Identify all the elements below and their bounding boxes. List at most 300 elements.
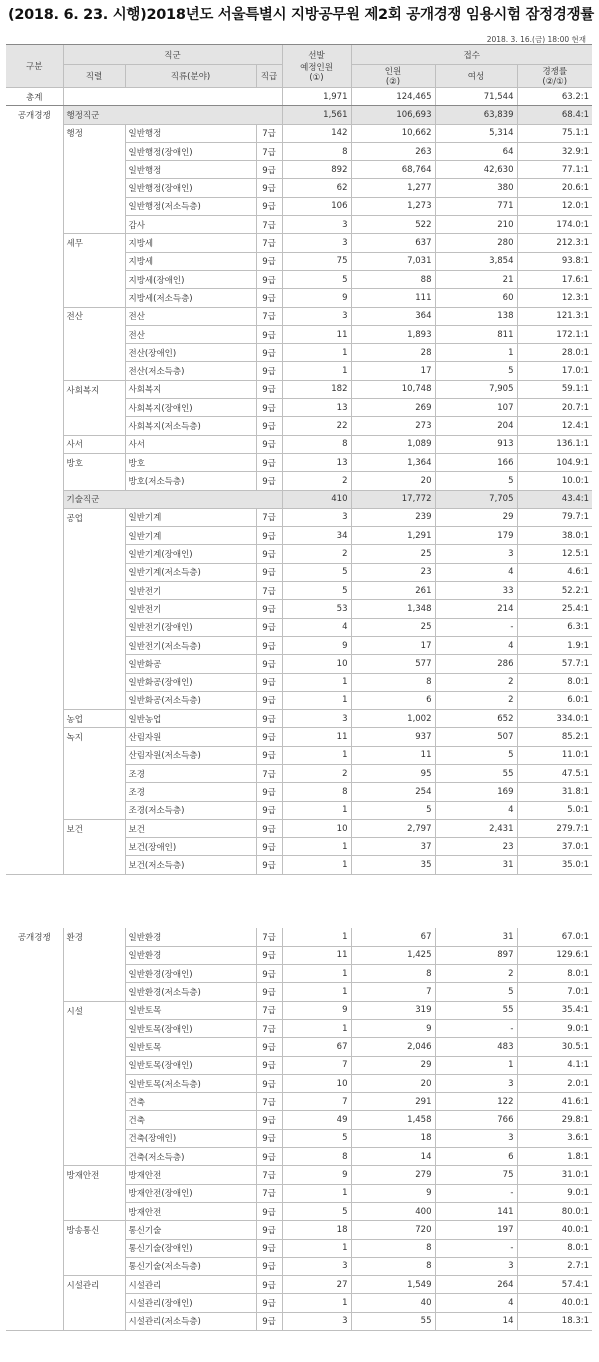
cell-grade: 9급 (256, 983, 282, 1001)
table-row (6, 928, 592, 946)
cell-female: 23 (435, 838, 517, 856)
cell-jikryeol (63, 691, 125, 709)
cell-planned: 2 (282, 545, 351, 563)
cell-planned: 1,561 (282, 106, 351, 124)
cell-applicants: 279 (351, 1166, 435, 1184)
cell-grade: 9급 (256, 472, 282, 490)
cell-applicants: 400 (351, 1202, 435, 1220)
table-row (6, 435, 592, 453)
cell-planned: 3 (282, 307, 351, 325)
cell-gubun (6, 179, 63, 197)
cell-female: 63,839 (435, 106, 517, 124)
cell-applicants: 14 (351, 1148, 435, 1166)
table-row (6, 1148, 592, 1166)
cell-jikryu: 방호(저소득층) (125, 472, 256, 490)
cell-gubun (6, 325, 63, 343)
cell-jikryu: 방재안전 (125, 1202, 256, 1220)
cell-grade: 9급 (256, 783, 282, 801)
cell-jikryu: 방재안전(장애인) (125, 1184, 256, 1202)
cell-ratio: 129.6:1 (517, 946, 592, 964)
cell-gubun (6, 600, 63, 618)
cell-grade: 9급 (256, 289, 282, 307)
cell-ratio: 2.7:1 (517, 1257, 592, 1275)
cell-jikryu: 일반화공(장애인) (125, 673, 256, 691)
cell-planned: 1 (282, 1239, 351, 1257)
cell-grade: 9급 (256, 1294, 282, 1312)
cell-applicants: 7,031 (351, 252, 435, 270)
table-row (6, 1111, 592, 1129)
cell-applicants: 67 (351, 928, 435, 946)
cell-gubun (6, 655, 63, 673)
cell-grade: 7급 (256, 928, 282, 946)
cell-applicants: 9 (351, 1184, 435, 1202)
cell-grade: 9급 (256, 252, 282, 270)
header-planned-line1: 선발 (308, 51, 325, 61)
table-row (6, 1019, 592, 1037)
cell-jikryu: 일반환경 (125, 946, 256, 964)
cell-jikryu: 보건 (125, 819, 256, 837)
cell-grade: 7급 (256, 216, 282, 234)
table-row (6, 1221, 592, 1239)
cell-ratio: 1.9:1 (517, 636, 592, 654)
cell-ratio: 121.3:1 (517, 307, 592, 325)
cell-planned: 5 (282, 1202, 351, 1220)
cell-gubun (6, 1001, 63, 1019)
cell-ratio: 8.0:1 (517, 673, 592, 691)
cell-applicants: 261 (351, 582, 435, 600)
cell-applicants: 1,893 (351, 325, 435, 343)
cell-female: 210 (435, 216, 517, 234)
competition-rate-table (6, 44, 592, 875)
cell-jikryeol (63, 746, 125, 764)
table-row (6, 453, 592, 471)
cell-gubun (6, 1166, 63, 1184)
cell-female: - (435, 618, 517, 636)
cell-ratio: 11.0:1 (517, 746, 592, 764)
cell-planned: 9 (282, 636, 351, 654)
cell-female: 2,431 (435, 819, 517, 837)
cell-ratio: 40.0:1 (517, 1221, 592, 1239)
cell-ratio: 174.0:1 (517, 216, 592, 234)
cell-jikryeol (63, 764, 125, 782)
table-row (6, 1056, 592, 1074)
cell-female: 166 (435, 453, 517, 471)
cell-ratio: 31.0:1 (517, 1166, 592, 1184)
cell-jikryeol (63, 1019, 125, 1037)
cell-planned: 1,971 (282, 88, 351, 106)
cell-applicants: 1,277 (351, 179, 435, 197)
cell-female: 1 (435, 344, 517, 362)
cell-planned: 5 (282, 582, 351, 600)
cell-gubun (6, 1276, 63, 1294)
cell-ratio: 172.1:1 (517, 325, 592, 343)
cell-jikryeol: 시설 (63, 1001, 125, 1019)
cell-gubun: 총계 (6, 88, 63, 106)
cell-gubun (6, 289, 63, 307)
cell-applicants: 720 (351, 1221, 435, 1239)
cell-applicants: 23 (351, 563, 435, 581)
cell-applicants: 319 (351, 1001, 435, 1019)
cell-jikryu: 전산 (125, 307, 256, 325)
cell-gubun (6, 746, 63, 764)
cell-jikryu: 건축(저소득층) (125, 1148, 256, 1166)
cell-gubun (6, 161, 63, 179)
cell-jikryeol (63, 1257, 125, 1275)
cell-jikryu: 일반행정 (125, 161, 256, 179)
table-row (6, 252, 592, 270)
cell-ratio: 80.0:1 (517, 1202, 592, 1220)
cell-jikryu: 산림자원(저소득층) (125, 746, 256, 764)
cell-gubun (6, 1221, 63, 1239)
cell-jikryeol (63, 965, 125, 983)
cell-applicants: 1,348 (351, 600, 435, 618)
cell-grade: 9급 (256, 746, 282, 764)
cell-planned: 3 (282, 508, 351, 526)
cell-ratio: 17.0:1 (517, 362, 592, 380)
cell-jikryeol: 방송통신 (63, 1221, 125, 1239)
cell-female: 4 (435, 801, 517, 819)
cell-planned: 11 (282, 728, 351, 746)
cell-female: 33 (435, 582, 517, 600)
cell-female: 811 (435, 325, 517, 343)
cell-planned: 5 (282, 1129, 351, 1147)
header-applicants-line1: 인원 (384, 67, 402, 77)
cell-jikryu: 일반전기(장애인) (125, 618, 256, 636)
cell-female: 29 (435, 508, 517, 526)
cell-jikryeol (63, 1202, 125, 1220)
cell-planned: 10 (282, 655, 351, 673)
cell-gubun (6, 1093, 63, 1111)
cell-female: 2 (435, 965, 517, 983)
cell-gubun (6, 216, 63, 234)
cell-jikryu: 사회복지(장애인) (125, 399, 256, 417)
cell-gubun (6, 1129, 63, 1147)
cell-gubun (6, 618, 63, 636)
cell-ratio: 9.0:1 (517, 1184, 592, 1202)
table-row (6, 746, 592, 764)
table-row (6, 1038, 592, 1056)
cell-jikryeol (63, 417, 125, 435)
cell-grade: 9급 (256, 1221, 282, 1239)
cell-jikryu: 일반토목 (125, 1038, 256, 1056)
cell-gubun (6, 1019, 63, 1037)
cell-grade: 7급 (256, 307, 282, 325)
cell-applicants: 269 (351, 399, 435, 417)
cell-planned: 1 (282, 1294, 351, 1312)
cell-grade: 9급 (256, 838, 282, 856)
cell-planned: 2 (282, 764, 351, 782)
cell-planned: 75 (282, 252, 351, 270)
cell-grade: 9급 (256, 1111, 282, 1129)
cell-jikryu: 일반농업 (125, 710, 256, 728)
cell-jikryeol: 시설관리 (63, 1276, 125, 1294)
cell-jikryu: 일반기계 (125, 527, 256, 545)
cell-ratio: 41.6:1 (517, 1093, 592, 1111)
cell-jikryeol (63, 838, 125, 856)
cell-ratio: 30.5:1 (517, 1038, 592, 1056)
cell-grade: 9급 (256, 344, 282, 362)
cell-planned: 1 (282, 928, 351, 946)
cell-grade: 9급 (256, 618, 282, 636)
cell-female: 6 (435, 1148, 517, 1166)
cell-grade: 9급 (256, 636, 282, 654)
cell-applicants: 8 (351, 673, 435, 691)
table-row (6, 600, 592, 618)
cell-jikryeol: 농업 (63, 710, 125, 728)
cell-planned: 1 (282, 691, 351, 709)
table-row (6, 1001, 592, 1019)
table-row (6, 399, 592, 417)
cell-grade: 9급 (256, 1129, 282, 1147)
cell-jikryu: 시설관리 (125, 1276, 256, 1294)
cell-jikryu: 일반토목(장애인) (125, 1019, 256, 1037)
cell-jikryeol (63, 801, 125, 819)
table-row (6, 764, 592, 782)
cell-gubun (6, 856, 63, 874)
cell-gubun (6, 582, 63, 600)
cell-applicants: 88 (351, 270, 435, 288)
cell-jikryu: 일반기계(저소득층) (125, 563, 256, 581)
cell-grade: 7급 (256, 1019, 282, 1037)
table-row (6, 1166, 592, 1184)
table-row (6, 508, 592, 526)
cell-jikryeol (63, 856, 125, 874)
cell-female: 7,905 (435, 380, 517, 398)
cell-gubun (6, 819, 63, 837)
cell-jikryeol (63, 1111, 125, 1129)
table-row (6, 142, 592, 160)
table-row (6, 965, 592, 983)
cell-jikryu: 방재안전 (125, 1166, 256, 1184)
header-jikgeup: 직급 (256, 65, 282, 88)
cell-female: 214 (435, 600, 517, 618)
cell-gubun (6, 435, 63, 453)
cell-female: 179 (435, 527, 517, 545)
cell-ratio: 4.6:1 (517, 563, 592, 581)
cell-gubun (6, 508, 63, 526)
cell-planned: 1 (282, 1184, 351, 1202)
cell-jikryu: 사회복지 (125, 380, 256, 398)
cell-jikryu: 전산 (125, 325, 256, 343)
cell-grade: 7급 (256, 508, 282, 526)
cell-jikryeol (63, 344, 125, 362)
cell-ratio: 20.6:1 (517, 179, 592, 197)
cell-jikryu: 건축 (125, 1093, 256, 1111)
cell-female: 5 (435, 472, 517, 490)
cell-ratio: 104.9:1 (517, 453, 592, 471)
cell-female: 14 (435, 1312, 517, 1330)
cell-ratio: 136.1:1 (517, 435, 592, 453)
cell-jikryeol (63, 142, 125, 160)
table-row (6, 618, 592, 636)
cell-ratio: 2.0:1 (517, 1074, 592, 1092)
cell-jikryu: 일반환경 (125, 928, 256, 946)
cell-jikryu: 일반전기 (125, 600, 256, 618)
cell-ratio: 25.4:1 (517, 600, 592, 618)
cell-planned: 9 (282, 289, 351, 307)
cell-planned: 11 (282, 325, 351, 343)
table-row (6, 856, 592, 874)
cell-ratio: 10.0:1 (517, 472, 592, 490)
cell-applicants: 937 (351, 728, 435, 746)
cell-applicants: 17 (351, 362, 435, 380)
table-row (6, 691, 592, 709)
cell-female: 7,705 (435, 490, 517, 508)
cell-planned: 3 (282, 234, 351, 252)
table-row (6, 983, 592, 1001)
cell-gubun (6, 1184, 63, 1202)
cell-gubun: 공개경쟁 (17, 933, 51, 944)
cell-female: 5,314 (435, 124, 517, 142)
cell-planned: 1 (282, 856, 351, 874)
cell-applicants: 25 (351, 618, 435, 636)
cell-applicants: 11 (351, 746, 435, 764)
cell-jikryu: 통신기술(장애인) (125, 1239, 256, 1257)
cell-grade: 9급 (256, 435, 282, 453)
cell-jikryeol (63, 1074, 125, 1092)
table-row (6, 161, 592, 179)
header-jikryu: 직류(분야) (125, 65, 256, 88)
cell-ratio: 7.0:1 (517, 983, 592, 1001)
cell-applicants: 1,364 (351, 453, 435, 471)
cell-jikryu: 일반토목 (125, 1001, 256, 1019)
cell-female: 5 (435, 746, 517, 764)
cell-grade: 9급 (256, 399, 282, 417)
cell-jikryeol (63, 582, 125, 600)
cell-jikryu: 지방세 (125, 234, 256, 252)
table-row (6, 838, 592, 856)
cell-ratio: 59.1:1 (517, 380, 592, 398)
cell-grade: 9급 (256, 179, 282, 197)
header-jikgun: 직군 (63, 45, 282, 65)
cell-jikryu: 일반화공(저소득층) (125, 691, 256, 709)
cell-ratio: 52.2:1 (517, 582, 592, 600)
cell-grade: 9급 (256, 946, 282, 964)
cell-applicants: 1,425 (351, 946, 435, 964)
table-row (6, 124, 592, 142)
cell-planned: 34 (282, 527, 351, 545)
cell-applicants: 18 (351, 1129, 435, 1147)
cell-applicants: 2,046 (351, 1038, 435, 1056)
cell-jikryu: 건축(장애인) (125, 1129, 256, 1147)
cell-applicants: 8 (351, 1257, 435, 1275)
cell-female: 280 (435, 234, 517, 252)
cell-jikryeol (63, 673, 125, 691)
cell-gubun (6, 983, 63, 1001)
cell-jikryeol: 세무 (63, 234, 125, 252)
cell-applicants: 106,693 (351, 106, 435, 124)
cell-jikryeol: 전산 (63, 307, 125, 325)
cell-grade: 9급 (256, 1239, 282, 1257)
cell-female: 204 (435, 417, 517, 435)
cell-gubun (6, 234, 63, 252)
cell-female: 3 (435, 1129, 517, 1147)
cell-applicants: 6 (351, 691, 435, 709)
cell-gubun (6, 252, 63, 270)
cell-jikryeol (63, 161, 125, 179)
cell-grade: 9급 (256, 600, 282, 618)
cell-jikryeol (63, 1056, 125, 1074)
table-row (6, 1294, 592, 1312)
cell-female: 3,854 (435, 252, 517, 270)
cell-planned: 18 (282, 1221, 351, 1239)
table-row (6, 1093, 592, 1111)
cell-grade: 9급 (256, 380, 282, 398)
header-ratio (517, 65, 592, 88)
cell-female: 21 (435, 270, 517, 288)
cell-grade: 9급 (256, 801, 282, 819)
cell-grade: 9급 (256, 563, 282, 581)
cell-jikryu: 일반기계 (125, 508, 256, 526)
table-row (6, 783, 592, 801)
cell-jikryu: 일반행정(장애인) (125, 142, 256, 160)
cell-jikryu: 일반토목(장애인) (125, 1056, 256, 1074)
cell-applicants: 9 (351, 1019, 435, 1037)
cell-jikryu: 방호 (125, 453, 256, 471)
cell-grade: 9급 (256, 1257, 282, 1275)
cell-applicants: 522 (351, 216, 435, 234)
table-row (6, 545, 592, 563)
table-row (6, 636, 592, 654)
cell-planned: 1 (282, 838, 351, 856)
cell-jikryu: 전산(저소득층) (125, 362, 256, 380)
cell-gubun (6, 710, 63, 728)
cell-grade: 9급 (256, 819, 282, 837)
cell-applicants: 10,662 (351, 124, 435, 142)
cell-ratio: 75.1:1 (517, 124, 592, 142)
cell-ratio: 40.0:1 (517, 1294, 592, 1312)
cell-jikryu: 통신기술 (125, 1221, 256, 1239)
cell-grade: 9급 (256, 1148, 282, 1166)
table-row (6, 563, 592, 581)
cell-grade: 9급 (256, 1074, 282, 1092)
cell-female: 4 (435, 636, 517, 654)
cell-applicants: 124,465 (351, 88, 435, 106)
cell-jikryu: 조경 (125, 783, 256, 801)
cell-gubun (6, 453, 63, 471)
cell-applicants: 1,291 (351, 527, 435, 545)
cell-ratio: 334.0:1 (517, 710, 592, 728)
cell-planned: 3 (282, 1312, 351, 1330)
cell-jikryeol: 환경 (63, 928, 125, 946)
cell-planned: 11 (282, 946, 351, 964)
cell-grade: 9급 (256, 417, 282, 435)
cell-jikryu: 시설관리(장애인) (125, 1294, 256, 1312)
cell-gubun (6, 1257, 63, 1275)
cell-jikryeol (63, 1129, 125, 1147)
cell-jikryeol (63, 270, 125, 288)
cell-female: 75 (435, 1166, 517, 1184)
cell-gubun (6, 307, 63, 325)
cell-applicants: 29 (351, 1056, 435, 1074)
cell-applicants: 7 (351, 983, 435, 1001)
cell-ratio: 93.8:1 (517, 252, 592, 270)
cell-planned: 27 (282, 1276, 351, 1294)
cell-jikryu: 산림자원 (125, 728, 256, 746)
cell-jikryeol (63, 1294, 125, 1312)
table-row (6, 1312, 592, 1330)
cell-applicants: 1,089 (351, 435, 435, 453)
cell-applicants: 1,549 (351, 1276, 435, 1294)
cell-female: 652 (435, 710, 517, 728)
cell-gubun (6, 801, 63, 819)
cell-ratio: 20.7:1 (517, 399, 592, 417)
cell-gubun (6, 1056, 63, 1074)
table-row (6, 1276, 592, 1294)
cell-planned: 5 (282, 563, 351, 581)
cell-female: 2 (435, 673, 517, 691)
cell-applicants: 10,748 (351, 380, 435, 398)
